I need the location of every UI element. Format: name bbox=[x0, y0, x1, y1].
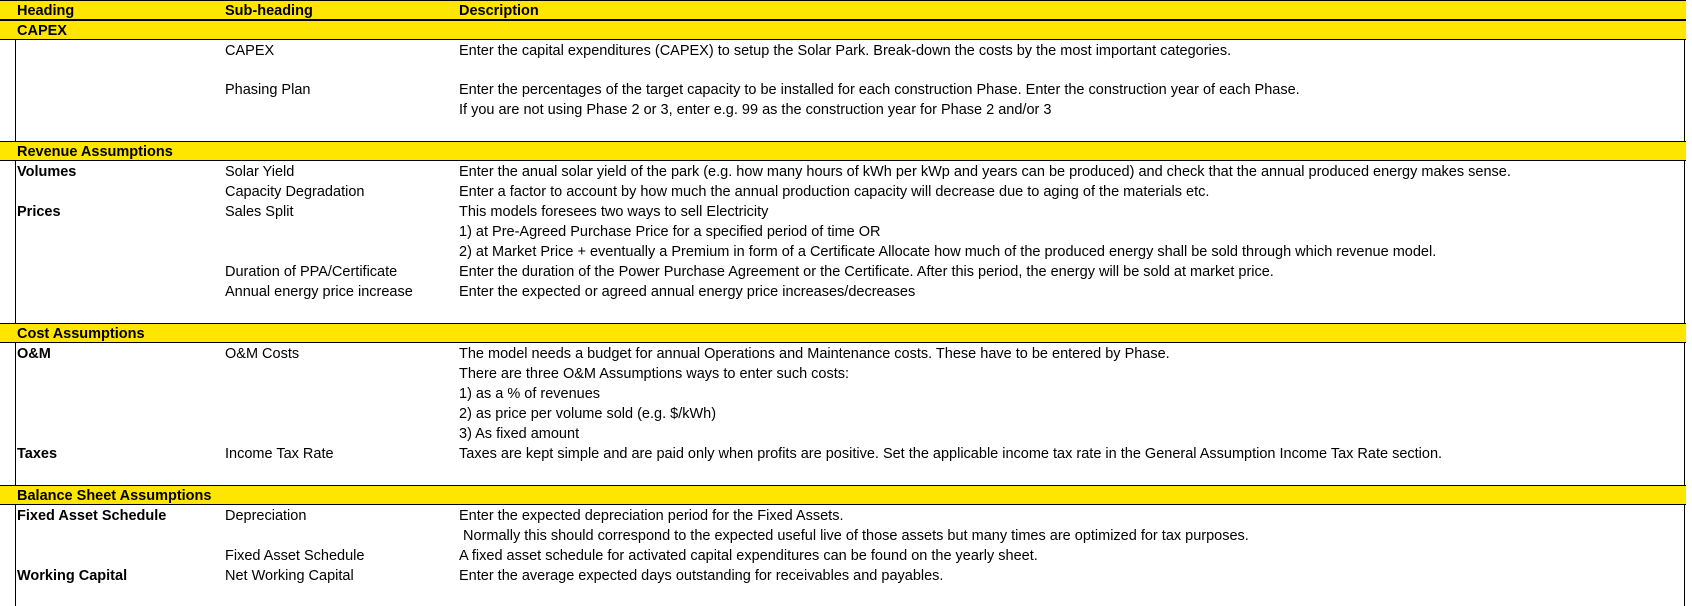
row-description[interactable]: 2) at Market Price + eventually a Premium in form of a Certificate Allocate how much of the produced energy shall be sold through which revenue model. bbox=[459, 244, 1437, 260]
section-header-balance bbox=[0, 485, 1686, 505]
row-subheading[interactable]: Sales Split bbox=[225, 204, 294, 220]
row-subheading[interactable]: Fixed Asset Schedule bbox=[225, 548, 365, 564]
row-subheading[interactable]: Solar Yield bbox=[225, 164, 295, 180]
row-subheading[interactable]: CAPEX bbox=[225, 43, 275, 59]
row-description[interactable]: There are three O&M Assumptions ways to enter such costs: bbox=[459, 366, 850, 382]
section-header-cost bbox=[0, 323, 1686, 343]
row-subheading[interactable]: Duration of PPA/Certificate bbox=[225, 264, 398, 280]
row-description[interactable]: 1) as a % of revenues bbox=[459, 386, 601, 402]
row-subheading[interactable]: O&M Costs bbox=[225, 346, 300, 362]
section-header-capex bbox=[0, 20, 1686, 40]
section-title[interactable]: CAPEX bbox=[17, 23, 67, 39]
row-subheading[interactable]: Capacity Degradation bbox=[225, 184, 365, 200]
table-row bbox=[0, 566, 1686, 586]
row-description[interactable]: Enter a factor to account by how much the annual production capacity will decrease due to aging of the materials etc. bbox=[459, 184, 1210, 200]
table-row bbox=[0, 344, 1686, 364]
row-description[interactable]: Enter the percentages of the target capacity to be installed for each construction Phase. Enter the construction year of each Phase. bbox=[459, 82, 1300, 98]
table-row bbox=[0, 546, 1686, 566]
row-subheading[interactable]: Phasing Plan bbox=[225, 82, 311, 98]
row-description[interactable]: 1) at Pre-Agreed Purchase Price for a specified period of time OR bbox=[459, 224, 881, 240]
column-header-row bbox=[0, 0, 1686, 20]
table-row bbox=[0, 222, 1686, 242]
section-title[interactable]: Cost Assumptions bbox=[17, 326, 145, 342]
row-heading[interactable]: Volumes bbox=[17, 164, 77, 180]
section-title[interactable]: Balance Sheet Assumptions bbox=[17, 488, 212, 504]
table-row bbox=[0, 404, 1686, 424]
row-description[interactable]: Enter the capital expenditures (CAPEX) to setup the Solar Park. Break-down the costs by the most important categories. bbox=[459, 43, 1232, 59]
table-row bbox=[0, 444, 1686, 464]
table-row bbox=[0, 424, 1686, 444]
row-description[interactable]: Normally this should correspond to the expected useful live of those assets but many times are optimized for tax purposes. bbox=[459, 528, 1249, 544]
table-row bbox=[0, 202, 1686, 222]
table-row bbox=[0, 262, 1686, 282]
row-description[interactable]: Enter the expected or agreed annual energy price increases/decreases bbox=[459, 284, 916, 300]
row-description[interactable]: 2) as price per volume sold (e.g. $/kWh) bbox=[459, 406, 717, 422]
row-heading[interactable]: O&M bbox=[17, 346, 51, 362]
table-row bbox=[0, 80, 1686, 100]
table-row bbox=[0, 41, 1686, 61]
table-row bbox=[0, 242, 1686, 262]
row-description[interactable]: This models foresees two ways to sell Electricity bbox=[459, 204, 769, 220]
row-heading[interactable]: Working Capital bbox=[17, 568, 128, 584]
table-row bbox=[0, 100, 1686, 120]
row-subheading[interactable]: Depreciation bbox=[225, 508, 307, 524]
row-description[interactable]: Enter the anual solar yield of the park (e.g. how many hours of kWh per kWp and years can be produced) and check that the annual produced energy makes sense. bbox=[459, 164, 1511, 180]
table-row bbox=[0, 526, 1686, 546]
row-description[interactable]: The model needs a budget for annual Operations and Maintenance costs. These have to be entered by Phase. bbox=[459, 346, 1170, 362]
table-row bbox=[0, 162, 1686, 182]
row-description[interactable]: A fixed asset schedule for activated capital expenditures can be found on the yearly sheet. bbox=[459, 548, 1038, 564]
row-description[interactable]: If you are not using Phase 2 or 3, enter e.g. 99 as the construction year for Phase 2 and/or 3 bbox=[459, 102, 1052, 118]
table-row bbox=[0, 364, 1686, 384]
row-description[interactable]: Taxes are kept simple and are paid only when profits are positive. Set the applicable income tax rate in the General Assumption Income Tax Rate section. bbox=[459, 446, 1443, 462]
column-header-description[interactable]: Description bbox=[459, 3, 539, 19]
row-heading[interactable]: Taxes bbox=[17, 446, 58, 462]
table-row bbox=[0, 506, 1686, 526]
row-description[interactable]: Enter the average expected days outstanding for receivables and payables. bbox=[459, 568, 944, 584]
section-title[interactable]: Revenue Assumptions bbox=[17, 144, 173, 160]
row-heading[interactable]: Fixed Asset Schedule bbox=[17, 508, 167, 524]
row-subheading[interactable]: Income Tax Rate bbox=[225, 446, 334, 462]
row-description[interactable]: Enter the expected depreciation period for the Fixed Assets. bbox=[459, 508, 844, 524]
section-header-revenue bbox=[0, 141, 1686, 161]
row-heading[interactable]: Prices bbox=[17, 204, 61, 220]
row-description[interactable]: 3) As fixed amount bbox=[459, 426, 580, 442]
table-row bbox=[0, 282, 1686, 302]
table-row bbox=[0, 384, 1686, 404]
column-header-subheading[interactable]: Sub-heading bbox=[225, 3, 313, 19]
row-description[interactable]: Enter the duration of the Power Purchase Agreement or the Certificate. After this period, the energy will be sold at market price. bbox=[459, 264, 1274, 280]
column-header-heading[interactable]: Heading bbox=[17, 3, 75, 19]
row-subheading[interactable]: Net Working Capital bbox=[225, 568, 354, 584]
table-row bbox=[0, 182, 1686, 202]
row-subheading[interactable]: Annual energy price increase bbox=[225, 284, 413, 300]
